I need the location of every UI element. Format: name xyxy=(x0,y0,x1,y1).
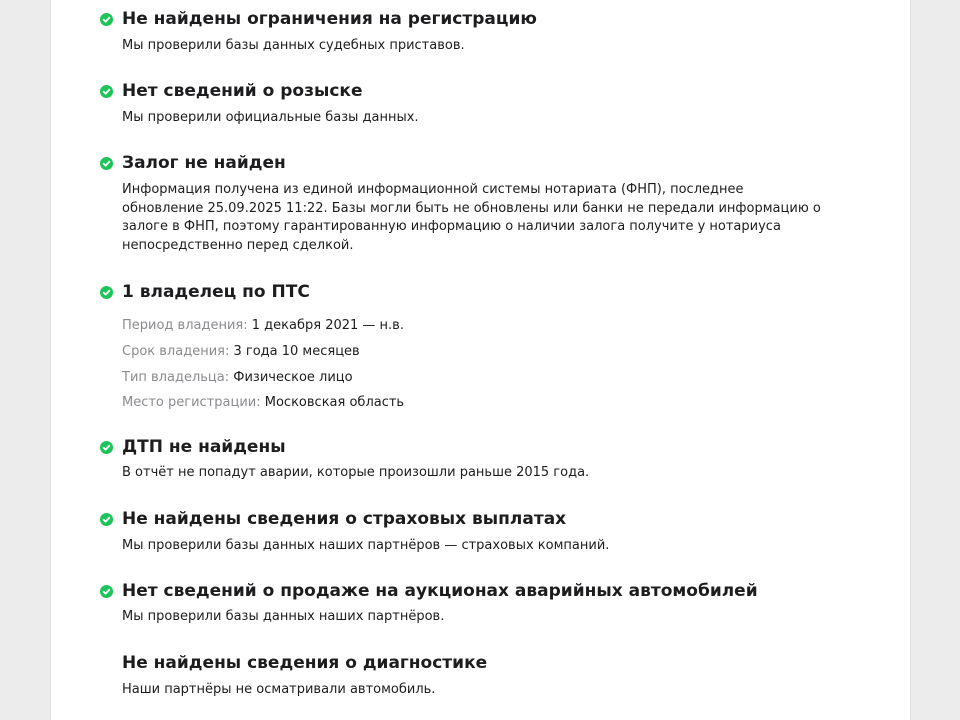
check-description-line: непосредственно перед сделкой. xyxy=(122,237,354,253)
detail-value: Физическое лицо xyxy=(233,370,353,385)
check-circle-icon xyxy=(100,585,113,598)
check-description: Мы проверили базы данных наших партнёров — страховых компаний. xyxy=(122,538,610,553)
check-description: Мы проверили официальные базы данных. xyxy=(122,110,419,125)
check-circle-icon xyxy=(100,13,113,26)
check-circle-icon xyxy=(100,441,113,454)
detail-value: 3 года 10 месяцев xyxy=(233,344,360,359)
check-circle-icon xyxy=(100,157,113,170)
detail-label: Место регистрации: xyxy=(122,395,261,410)
detail-value: 1 декабря 2021 — н.в. xyxy=(251,318,404,333)
check-title: Не найдены ограничения на регистрацию xyxy=(122,9,537,29)
check-title: Нет сведений о продаже на аукционах аварийных автомобилей xyxy=(122,581,758,601)
ownership-period-row xyxy=(122,317,404,335)
check-description: Наши партнёры не осматривали автомобиль. xyxy=(122,682,436,697)
check-description: В отчёт не попадут аварии, которые произошли раньше 2015 года. xyxy=(122,465,590,480)
check-title: ДТП не найдены xyxy=(122,437,286,457)
check-description: Мы проверили базы данных судебных приставов. xyxy=(122,38,465,53)
check-description-line: Информация получена из единой информационной системы нотариата (ФНП), последнее xyxy=(122,182,744,197)
check-description-line: залоге в ФНП, поэтому гарантированную информацию о наличии залога получите у нотариуса xyxy=(122,219,781,234)
check-title: Нет сведений о розыске xyxy=(122,81,363,101)
check-circle-icon xyxy=(100,513,113,526)
check-title: Залог не найден xyxy=(122,153,286,173)
check-title: Не найдены сведения о страховых выплатах xyxy=(122,509,567,529)
registration-place-row xyxy=(122,394,404,412)
ownership-duration-row xyxy=(122,343,360,361)
detail-label: Период владения: xyxy=(122,318,248,333)
check-description: Мы проверили базы данных наших партнёров. xyxy=(122,609,445,624)
check-circle-icon xyxy=(100,85,113,98)
detail-label: Тип владельца: xyxy=(122,370,230,385)
report-card xyxy=(50,0,911,720)
owner-type-row xyxy=(122,369,353,387)
check-description-line: обновление 25.09.2025 11:22. Базы могли быть не обновлены или банки не передали информацию о xyxy=(122,200,821,216)
detail-value: Московская область xyxy=(264,395,405,410)
check-circle-icon xyxy=(100,286,113,299)
check-title: 1 владелец по ПТС xyxy=(122,282,310,302)
detail-label: Срок владения: xyxy=(122,344,230,359)
check-title: Не найдены сведения о диагностике xyxy=(122,653,488,673)
